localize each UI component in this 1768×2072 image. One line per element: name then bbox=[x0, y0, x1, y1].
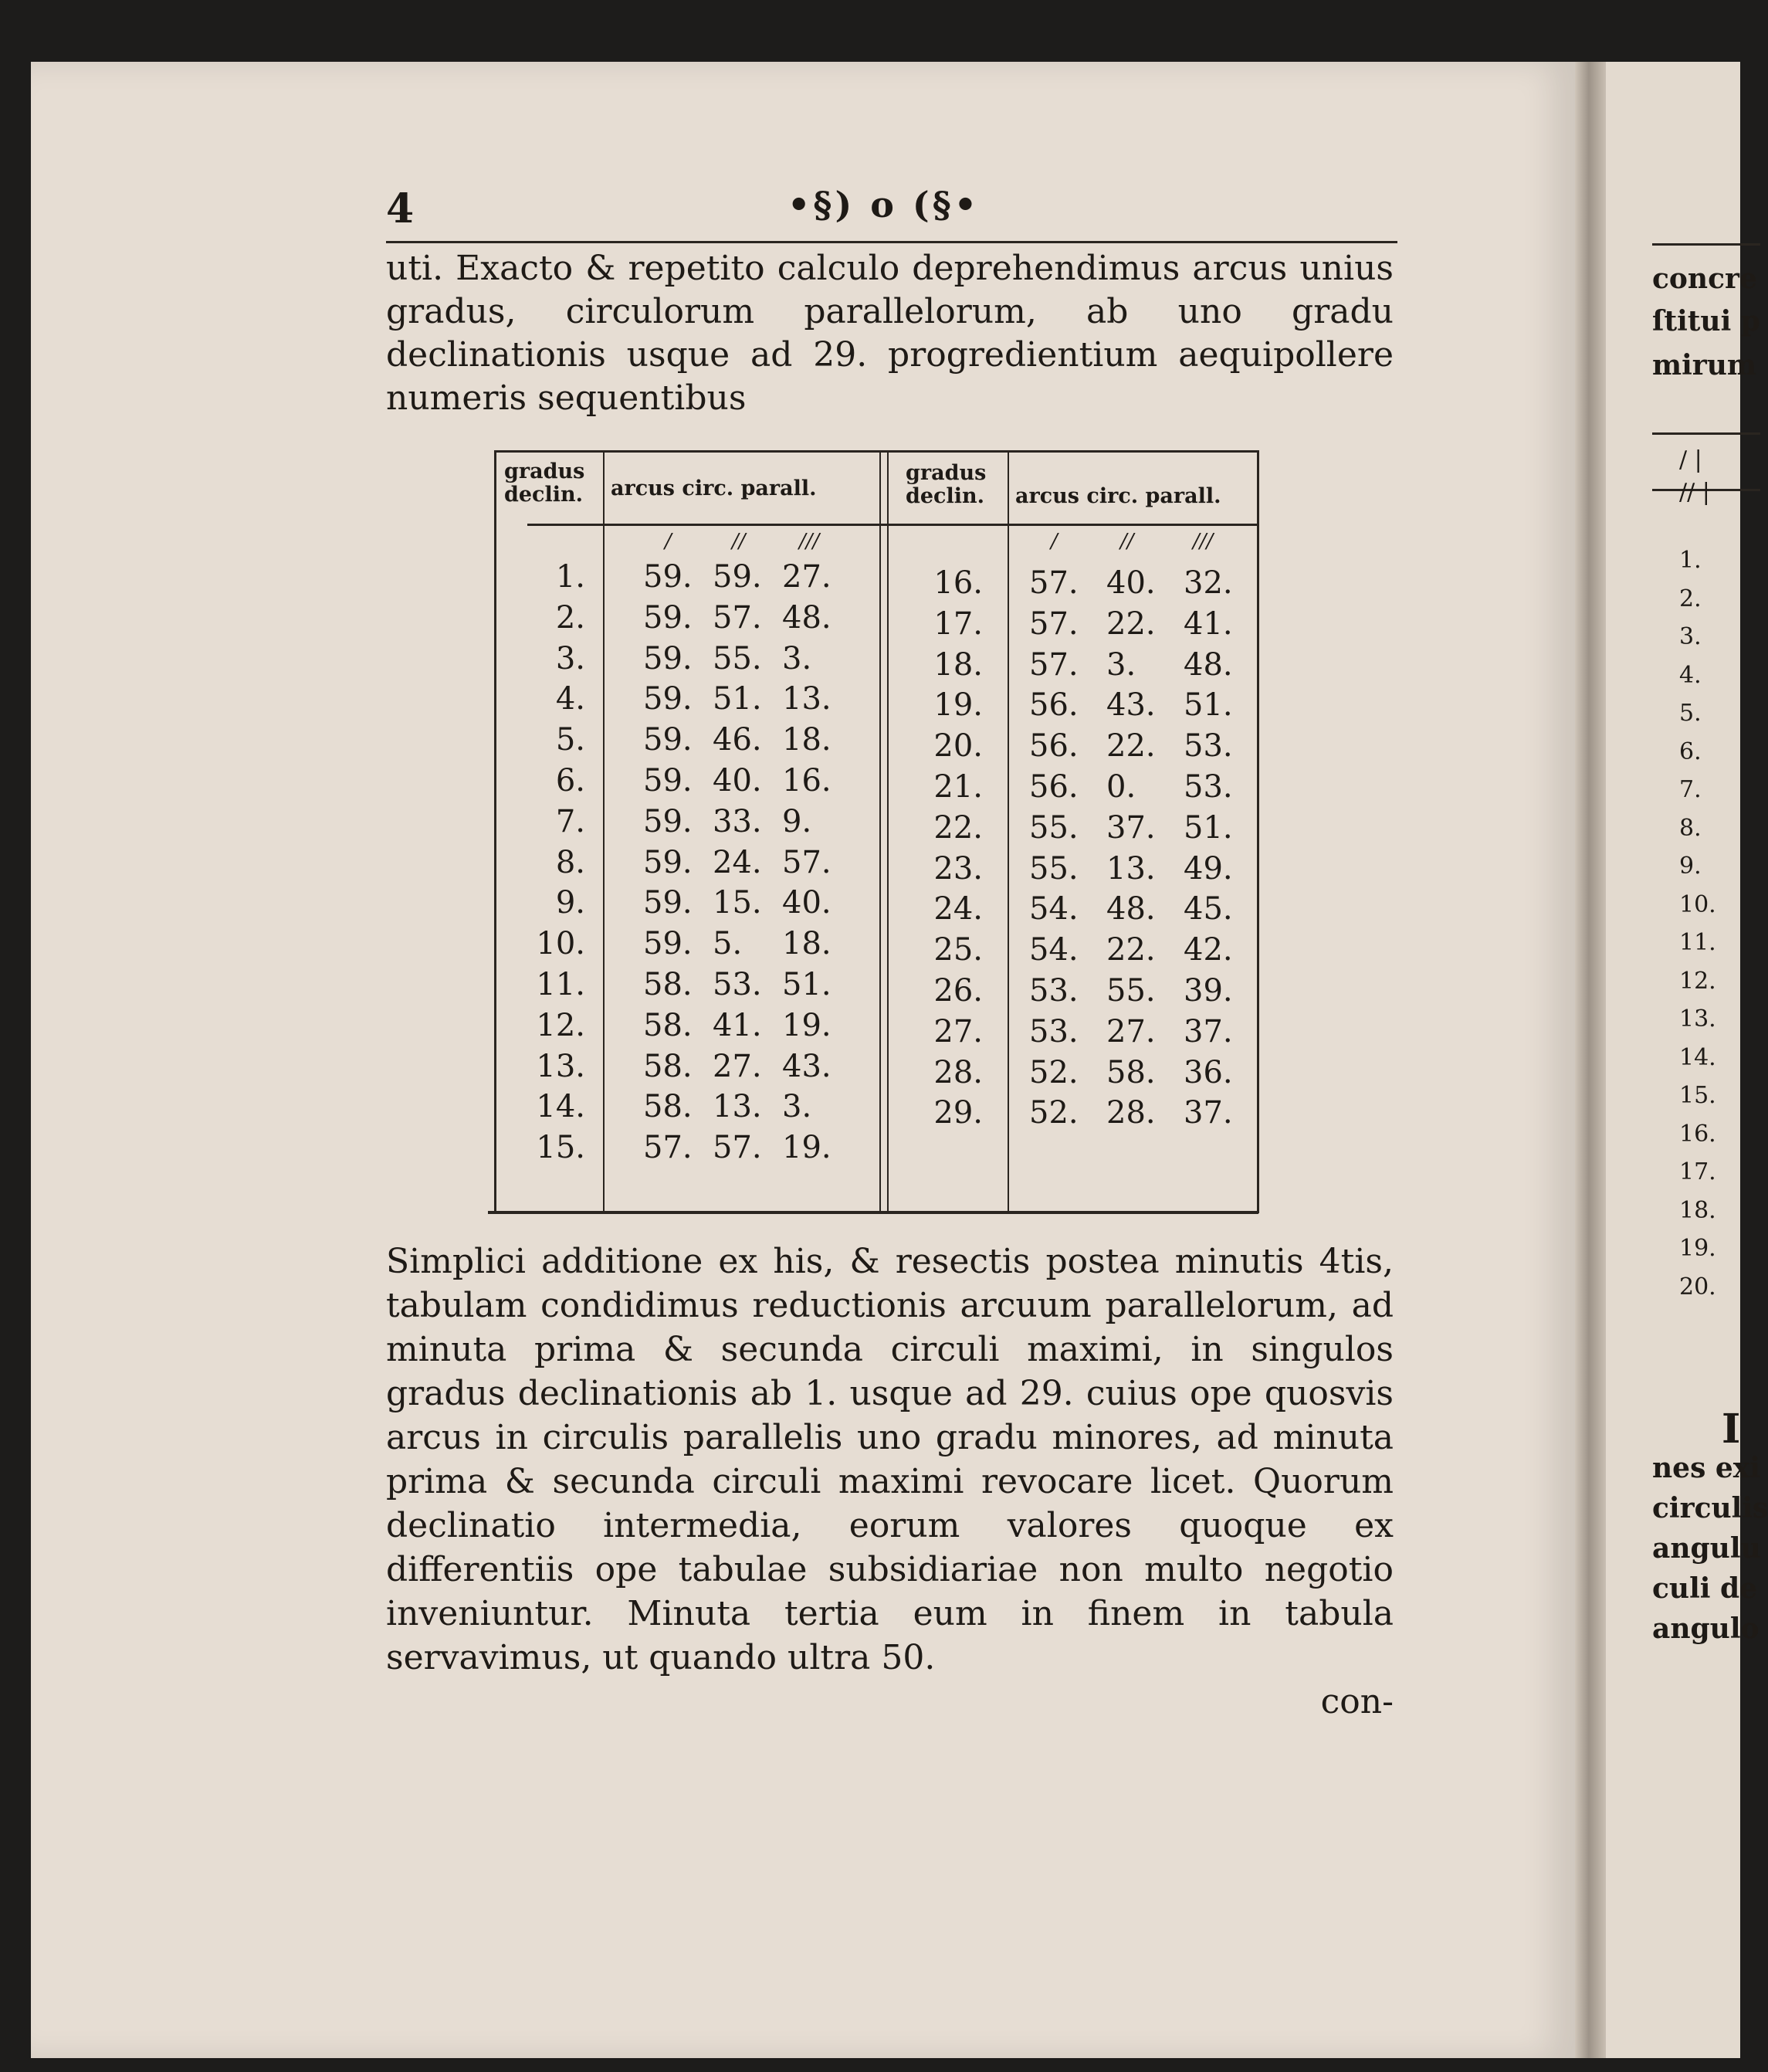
right-seconds-cell: 22. bbox=[1106, 605, 1156, 642]
right-thirds-cell: 37. bbox=[1184, 1095, 1233, 1131]
right-minutes-cell: 54. bbox=[1029, 891, 1079, 927]
page-number: 4 bbox=[386, 185, 415, 232]
right-page-word: mirum bbox=[1652, 349, 1756, 382]
right-page-word: concre bbox=[1652, 263, 1757, 295]
table-divider-center-2 bbox=[887, 453, 889, 1213]
table-divider-right-degree bbox=[1008, 453, 1009, 1213]
right-page-word: angulo bbox=[1652, 1612, 1760, 1645]
left-minutes-cell: 57. bbox=[643, 1130, 693, 1166]
right-seconds-cell: 43. bbox=[1106, 687, 1156, 724]
left-minutes-cell: 59. bbox=[643, 640, 693, 677]
right-degree-cell: 27. bbox=[933, 1013, 983, 1050]
left-thirds-cell: 51. bbox=[782, 967, 832, 1002]
right-page-number: 20. bbox=[1679, 1273, 1716, 1301]
right-page-rule bbox=[1652, 432, 1760, 435]
left-minutes-cell: 59. bbox=[643, 763, 693, 799]
right-page-number: 14. bbox=[1679, 1043, 1716, 1071]
reduction-table bbox=[494, 450, 1259, 1213]
left-thirds-cell: 9. bbox=[782, 803, 812, 839]
right-degree-cell: 23. bbox=[933, 850, 983, 887]
left-thirds-cell: 3. bbox=[782, 1089, 812, 1125]
header-right-arc: arcus circ. parall. bbox=[1015, 484, 1221, 508]
right-thirds-cell: 48. bbox=[1184, 646, 1233, 683]
right-seconds-cell: 55. bbox=[1106, 973, 1156, 1009]
left-thirds-cell: 18. bbox=[782, 722, 832, 758]
left-minutes-cell: 59. bbox=[643, 722, 693, 758]
left-degree-cell: 7. bbox=[555, 803, 585, 839]
right-degree-cell: 29. bbox=[933, 1095, 983, 1131]
left-seconds-cell: 59. bbox=[713, 559, 762, 595]
right-minutes-cell: 57. bbox=[1029, 565, 1079, 601]
left-seconds-cell: 57. bbox=[713, 1130, 762, 1166]
right-seconds-cell: 22. bbox=[1106, 728, 1156, 765]
header-rule bbox=[386, 241, 1397, 243]
right-minutes-cell: 56. bbox=[1029, 728, 1079, 765]
right-seconds-cell: 27. bbox=[1106, 1013, 1156, 1050]
left-thirds-cell: 40. bbox=[782, 885, 832, 921]
right-seconds-cell: 58. bbox=[1106, 1054, 1156, 1090]
right-page-word: angulu bbox=[1652, 1532, 1761, 1565]
left-degree-cell: 12. bbox=[536, 1007, 585, 1043]
right-thirds-cell: 53. bbox=[1184, 769, 1233, 805]
right-degree-cell: 19. bbox=[933, 687, 983, 724]
left-minutes-cell: 59. bbox=[643, 559, 693, 595]
right-page-table-head: // | bbox=[1679, 479, 1710, 506]
right-page bbox=[1606, 62, 1768, 2058]
left-degree-cell: 2. bbox=[555, 599, 585, 636]
left-thirds-cell: 43. bbox=[782, 1048, 832, 1084]
right-seconds-cell: 40. bbox=[1106, 565, 1156, 601]
left-degree-cell: 10. bbox=[536, 926, 585, 962]
left-seconds-cell: 46. bbox=[713, 722, 762, 758]
right-degree-cell: 25. bbox=[933, 932, 983, 968]
right-thirds-cell: 51. bbox=[1184, 687, 1233, 724]
right-minutes-cell: 56. bbox=[1029, 687, 1079, 724]
right-minutes-cell: 55. bbox=[1029, 850, 1079, 887]
right-page-number: 7. bbox=[1679, 776, 1702, 803]
right-page-number: 19. bbox=[1679, 1235, 1716, 1262]
right-seconds-cell: 22. bbox=[1106, 932, 1156, 968]
left-degree-cell: 4. bbox=[555, 681, 585, 717]
left-thirds-cell: 48. bbox=[782, 599, 832, 636]
left-degree-cell: 1. bbox=[555, 559, 585, 595]
right-page-number: 11. bbox=[1679, 929, 1716, 956]
left-thirds-cell: 19. bbox=[782, 1007, 832, 1043]
right-page-number: 10. bbox=[1679, 890, 1716, 918]
left-thirds-cell: 13. bbox=[782, 681, 832, 717]
right-thirds-cell: 49. bbox=[1184, 850, 1233, 887]
left-seconds-cell: 15. bbox=[713, 885, 762, 921]
left-minutes-cell: 59. bbox=[643, 599, 693, 636]
right-page-number: 12. bbox=[1679, 967, 1716, 995]
unit-minutes-right: / bbox=[1051, 530, 1058, 553]
right-minutes-cell: 57. bbox=[1029, 646, 1079, 683]
right-minutes-cell: 52. bbox=[1029, 1054, 1079, 1090]
right-thirds-cell: 45. bbox=[1184, 891, 1233, 927]
right-seconds-cell: 13. bbox=[1106, 850, 1156, 887]
right-page-word: ſtitui p bbox=[1652, 305, 1760, 337]
right-degree-cell: 24. bbox=[933, 891, 983, 927]
left-minutes-cell: 59. bbox=[643, 926, 693, 962]
left-thirds-cell: 57. bbox=[782, 844, 832, 880]
right-minutes-cell: 57. bbox=[1029, 605, 1079, 642]
right-page-number: 16. bbox=[1679, 1120, 1716, 1148]
right-page-number: 4. bbox=[1679, 661, 1702, 689]
right-seconds-cell: 28. bbox=[1106, 1095, 1156, 1131]
right-degree-cell: 20. bbox=[933, 728, 983, 765]
right-minutes-cell: 54. bbox=[1029, 932, 1079, 968]
right-thirds-cell: 51. bbox=[1184, 809, 1233, 846]
right-thirds-cell: 32. bbox=[1184, 565, 1233, 601]
left-seconds-cell: 27. bbox=[713, 1048, 762, 1084]
right-seconds-cell: 3. bbox=[1106, 646, 1136, 683]
unit-minutes-left: / bbox=[665, 530, 672, 553]
left-degree-cell: 9. bbox=[555, 885, 585, 921]
right-page-number: 3. bbox=[1679, 623, 1702, 650]
unit-seconds-left: // bbox=[732, 530, 746, 553]
right-page-number: 17. bbox=[1679, 1158, 1716, 1185]
table-bottom-rule bbox=[488, 1211, 1258, 1214]
right-page-word: nes exi bbox=[1652, 1452, 1760, 1484]
right-seconds-cell: 0. bbox=[1106, 769, 1136, 805]
right-page-initial: I bbox=[1722, 1406, 1741, 1453]
paragraph-explanation bbox=[386, 1239, 1394, 1724]
left-thirds-cell: 19. bbox=[782, 1130, 832, 1166]
right-degree-cell: 21. bbox=[933, 769, 983, 805]
catchword: con- bbox=[1320, 1682, 1394, 1721]
right-degree-cell: 26. bbox=[933, 973, 983, 1009]
table-divider-center-1 bbox=[879, 453, 881, 1213]
left-thirds-cell: 27. bbox=[782, 559, 832, 595]
table-divider-left-degree bbox=[603, 453, 605, 1213]
left-minutes-cell: 59. bbox=[643, 885, 693, 921]
right-thirds-cell: 36. bbox=[1184, 1054, 1233, 1090]
right-seconds-cell: 48. bbox=[1106, 891, 1156, 927]
right-thirds-cell: 41. bbox=[1184, 605, 1233, 642]
left-degree-cell: 15. bbox=[536, 1130, 585, 1166]
left-degree-cell: 6. bbox=[555, 763, 585, 799]
header-left-arc: arcus circ. parall. bbox=[611, 476, 817, 500]
left-degree-cell: 14. bbox=[536, 1089, 585, 1125]
right-minutes-cell: 52. bbox=[1029, 1095, 1079, 1131]
left-seconds-cell: 57. bbox=[713, 599, 762, 636]
left-degree-cell: 11. bbox=[536, 967, 585, 1002]
left-degree-cell: 13. bbox=[536, 1048, 585, 1084]
left-minutes-cell: 58. bbox=[643, 1048, 693, 1084]
left-minutes-cell: 59. bbox=[643, 681, 693, 717]
left-seconds-cell: 40. bbox=[713, 763, 762, 799]
header-ornament: •§) o (§• bbox=[787, 184, 981, 226]
left-thirds-cell: 3. bbox=[782, 640, 812, 677]
right-thirds-cell: 53. bbox=[1184, 728, 1233, 765]
unit-seconds-right: // bbox=[1120, 530, 1134, 553]
right-page-number: 6. bbox=[1679, 738, 1702, 765]
right-thirds-cell: 39. bbox=[1184, 973, 1233, 1009]
left-seconds-cell: 13. bbox=[713, 1089, 762, 1125]
right-page-number: 18. bbox=[1679, 1196, 1716, 1224]
right-page-table-head: / | bbox=[1679, 446, 1702, 473]
left-degree-cell: 8. bbox=[555, 844, 585, 880]
left-thirds-cell: 18. bbox=[782, 926, 832, 962]
header-left-degree: gradus declin. bbox=[504, 460, 585, 507]
unit-thirds-left: /// bbox=[799, 530, 820, 553]
right-page-number: 2. bbox=[1679, 585, 1702, 612]
right-page-word: culi de bbox=[1652, 1572, 1758, 1605]
left-seconds-cell: 24. bbox=[713, 844, 762, 880]
left-seconds-cell: 53. bbox=[713, 967, 762, 1002]
right-page-word: circulis bbox=[1652, 1492, 1768, 1524]
left-minutes-cell: 58. bbox=[643, 1007, 693, 1043]
left-seconds-cell: 41. bbox=[713, 1007, 762, 1043]
left-seconds-cell: 33. bbox=[713, 803, 762, 839]
left-seconds-cell: 5. bbox=[713, 926, 743, 962]
right-page-number: 8. bbox=[1679, 814, 1702, 842]
header-right-degree: gradus declin. bbox=[906, 461, 987, 508]
right-minutes-cell: 55. bbox=[1029, 809, 1079, 846]
right-page-number: 1. bbox=[1679, 547, 1702, 574]
right-degree-cell: 22. bbox=[933, 809, 983, 846]
right-minutes-cell: 53. bbox=[1029, 1013, 1079, 1050]
left-degree-cell: 5. bbox=[555, 722, 585, 758]
unit-thirds-right: /// bbox=[1193, 530, 1214, 553]
left-seconds-cell: 55. bbox=[713, 640, 762, 677]
left-seconds-cell: 51. bbox=[713, 681, 762, 717]
left-minutes-cell: 58. bbox=[643, 967, 693, 1002]
right-page-rule bbox=[1652, 243, 1760, 246]
right-thirds-cell: 42. bbox=[1184, 932, 1233, 968]
right-degree-cell: 16. bbox=[933, 565, 983, 601]
book-gutter bbox=[1575, 62, 1606, 2058]
right-degree-cell: 18. bbox=[933, 646, 983, 683]
paragraph-explanation-text: Simplici additione ex his, & resectis postea minutis 4tis, tabulam condidimus reductionis arcuum parallelorum, ad minuta prima & secunda circuli maximi, in singulos gradus declinationis ab 1. usque ad 29. cuius ope quosvis arcus in circulis parallelis uno gradu minores, ad minuta prima & secunda circuli maximi revocare licet. Quorum declinatio intermedia, eorum valores quoque ex differentiis ope tabulae subsidiariae non multo negotio inveniuntur. Minuta tertia eum in finem in tabula servavimus, ut quando ultra 50. bbox=[386, 1242, 1394, 1677]
right-minutes-cell: 53. bbox=[1029, 973, 1079, 1009]
left-minutes-cell: 59. bbox=[643, 844, 693, 880]
paragraph-intro: uti. Exacto & repetito calculo deprehendimus arcus unius gradus, circulorum parallelorum, ab uno gradu declinationis usque ad 29. progredientium aequipollere numeris sequentibus bbox=[386, 249, 1394, 418]
right-degree-cell: 28. bbox=[933, 1054, 983, 1090]
right-page-number: 15. bbox=[1679, 1082, 1716, 1109]
right-thirds-cell: 37. bbox=[1184, 1013, 1233, 1050]
right-degree-cell: 17. bbox=[933, 605, 983, 642]
table-header-rule bbox=[527, 524, 1257, 526]
left-minutes-cell: 58. bbox=[643, 1089, 693, 1125]
left-minutes-cell: 59. bbox=[643, 803, 693, 839]
left-thirds-cell: 16. bbox=[782, 763, 832, 799]
right-page-number: 5. bbox=[1679, 700, 1702, 727]
left-degree-cell: 3. bbox=[555, 640, 585, 677]
right-page-number: 13. bbox=[1679, 1005, 1716, 1033]
right-minutes-cell: 56. bbox=[1029, 769, 1079, 805]
right-seconds-cell: 37. bbox=[1106, 809, 1156, 846]
right-page-number: 9. bbox=[1679, 853, 1702, 880]
